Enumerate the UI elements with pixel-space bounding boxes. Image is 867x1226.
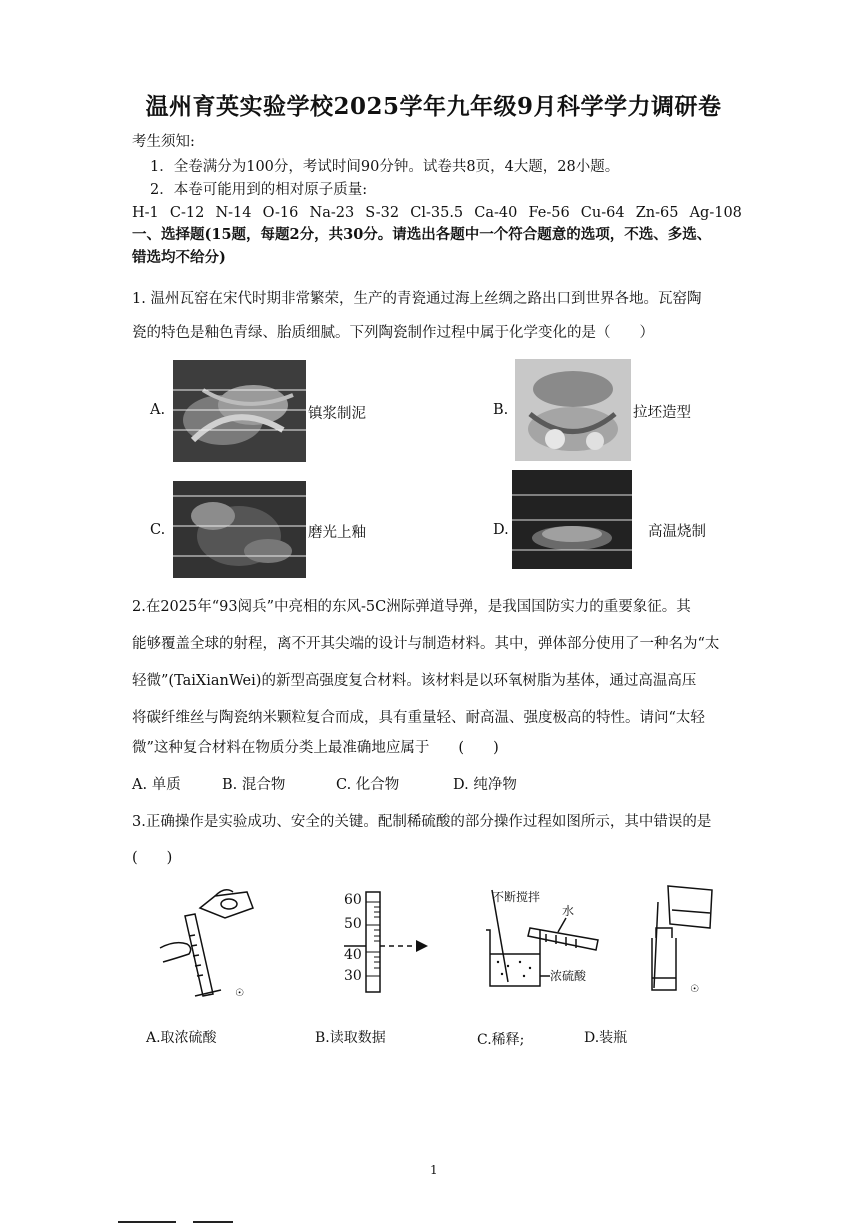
q2-option-c: C. 化合物	[336, 777, 400, 793]
q1-option-a-photo	[173, 360, 306, 462]
label-stir: 不断搅拌	[492, 890, 541, 904]
q1-stem-line-2: 瓷的特色是釉色青绿、胎质细腻。下列陶瓷制作过程中属于化学变化的是（ ）	[132, 325, 654, 341]
footer-mark	[193, 1221, 233, 1223]
mass-o: O-16	[262, 205, 299, 221]
q2-option-d: D. 纯净物	[453, 777, 517, 793]
mass-cl: Cl-35.5	[410, 205, 464, 221]
mass-ag: Ag-108	[689, 205, 742, 221]
mass-c: C-12	[169, 205, 205, 221]
scale-tick-40: 40	[344, 947, 362, 963]
mass-cu: Cu-64	[580, 205, 625, 221]
notice-heading: 考生须知:	[132, 134, 195, 150]
q3-figure-a	[155, 878, 265, 1003]
atomic-masses	[132, 203, 742, 223]
q1-option-b-letter: B.	[493, 402, 509, 418]
q1-option-b-photo	[515, 359, 631, 461]
scale-tick-50: 50	[344, 916, 362, 932]
notice-item-1: 1．全卷满分为100分，考试时间90分钟。试卷共8页，4大题，28小题。	[150, 159, 620, 175]
scale-tick-60: 60	[344, 892, 362, 908]
q3-stem-line-2: ( )	[132, 850, 173, 866]
mass-s: S-32	[365, 205, 400, 221]
mass-h: H-1	[132, 205, 159, 221]
label-acid: 浓硫酸	[550, 969, 587, 983]
label-water: 水	[562, 904, 575, 918]
q1-option-c-label: 磨光上釉	[308, 525, 366, 541]
scale-tick-30: 30	[344, 968, 362, 984]
q2-stem-line-5: 微”这种复合材料在物质分类上最准确地应属于 ( )	[132, 740, 499, 756]
q1-option-b-label: 拉坯造型	[633, 405, 691, 421]
q2-option-b: B. 混合物	[222, 777, 286, 793]
q2-stem-line-2: 能够覆盖全球的射程，离不开其尖端的设计与制造材料。其中，弹体部分使用了一种名为“太	[132, 636, 720, 652]
q1-option-d-label: 高温烧制	[648, 524, 706, 540]
q1-option-a-letter: A.	[150, 402, 166, 418]
q1-option-a-label: 镇浆制泥	[308, 406, 366, 422]
mass-fe: Fe-56	[528, 205, 570, 221]
q1-option-c-letter: C.	[150, 522, 166, 538]
q3-stem-line-1: 3.正确操作是实验成功、安全的关键。配制稀硫酸的部分操作过程如图所示，其中错误的是	[132, 814, 712, 830]
section-1-heading-cont: 错选均不给分)	[132, 249, 226, 266]
q1-option-d-letter: D.	[493, 522, 509, 538]
q3-caption-d: D.装瓶	[584, 1030, 628, 1046]
mass-ca: Ca-40	[474, 205, 518, 221]
q1-stem-line-1: 1. 温州瓦窑在宋代时期非常繁荣，生产的青瓷通过海上丝绸之路出口到世界各地。瓦窑陶	[132, 291, 702, 307]
q3-figure-c	[478, 888, 608, 998]
q1-option-c-photo	[173, 481, 306, 578]
q3-figure-b	[330, 890, 440, 1000]
svg-text:☉: ☉	[690, 984, 699, 995]
svg-text:☉: ☉	[235, 988, 244, 999]
notice-item-2: 2．本卷可能用到的相对原子质量:	[150, 182, 368, 198]
q2-stem-line-4: 将碳纤维丝与陶瓷纳米颗粒复合而成，具有重量轻、耐高温、强度极高的特性。请问“太轻	[132, 710, 705, 726]
page-title: 温州育英实验学校2025学年九年级9月科学学力调研卷	[145, 93, 722, 120]
q1-option-d-photo	[512, 470, 632, 569]
q3-caption-a: A.取浓硫酸	[146, 1030, 217, 1046]
q2-stem-line-3: 轻微”(TaiXianWei)的新型高强度复合材料。该材料是以环氧树脂为基体，通过高温高压	[132, 673, 697, 689]
mass-na: Na-23	[309, 205, 355, 221]
q2-option-a: A. 单质	[132, 777, 181, 793]
mass-zn: Zn-65	[635, 205, 679, 221]
footer-mark	[118, 1221, 176, 1223]
q3-caption-c: C.稀释;	[477, 1032, 525, 1048]
q3-caption-b: B.读取数据	[315, 1030, 386, 1046]
q2-stem-line-1: 2.在2025年“93阅兵”中亮相的东风-5C洲际弹道导弹，是我国国防实力的重要象征。其	[132, 599, 691, 615]
mass-n: N-14	[215, 205, 252, 221]
section-1-heading: 一、选择题(15题，每题2分，共30分。请选出各题中一个符合题意的选项，不选、多选、	[132, 226, 712, 243]
page-number: 1	[430, 1163, 438, 1177]
q3-figure-d	[640, 880, 720, 1000]
